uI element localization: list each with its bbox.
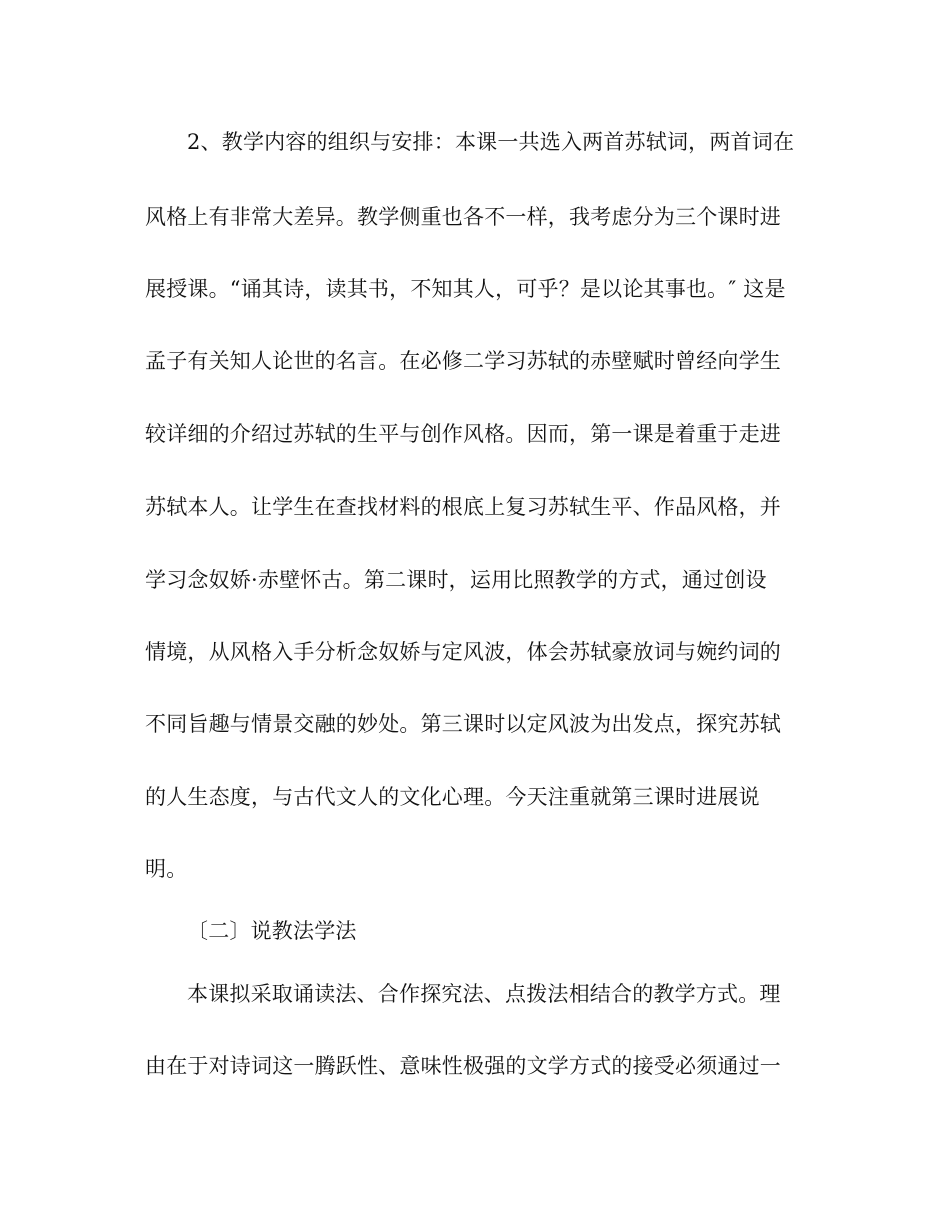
paragraph-line: 孟子有关知人论世的名言。在必修二学习苏轼的赤壁赋时曾经向学生 xyxy=(145,349,781,373)
paragraph-line: 本课拟采取诵读法、合作探究法、点拨法相结合的教学方式。理 xyxy=(187,982,781,1006)
paragraph-line: 由在于对诗词这一腾跃性、意味性极强的文学方式的接受必须通过一 xyxy=(145,1054,781,1078)
paragraph-line: 风格上有非常大差异。教学侧重也各不一样，我考虑分为三个课时进 xyxy=(145,205,781,229)
paragraph-line: 学习念奴娇·赤壁怀古。第二课时，运用比照教学的方式，通过创设 xyxy=(145,568,767,592)
paragraph-line: 不同旨趣与情景交融的妙处。第三课时以定风波为出发点，探究苏轼 xyxy=(145,712,781,736)
paragraph-line: 较详细的介绍过苏轼的生平与创作风格。因而，第一课是着重于走进 xyxy=(145,422,781,446)
paragraph-line: 情境，从风格入手分析念奴娇与定风波，体会苏轼豪放词与婉约词的 xyxy=(145,640,781,664)
paragraph-line: 苏轼本人。让学生在查找材料的根底上复习苏轼生平、作品风格，并 xyxy=(145,495,781,519)
paragraph-line: 的人生态度，与古代文人的文化心理。今天注重就第三课时进展说 xyxy=(145,785,760,809)
paragraph-line: 2、教学内容的组织与安排：本课一共选入两首苏轼词，两首词在 xyxy=(187,130,795,154)
paragraph-line: 展授课。“诵其诗，读其书，不知其人，可乎？是以论其事也。″ 这是 xyxy=(145,277,786,301)
paragraph-line: 明。 xyxy=(145,857,188,881)
section-heading: 〔二〕说教法学法 xyxy=(187,919,357,943)
